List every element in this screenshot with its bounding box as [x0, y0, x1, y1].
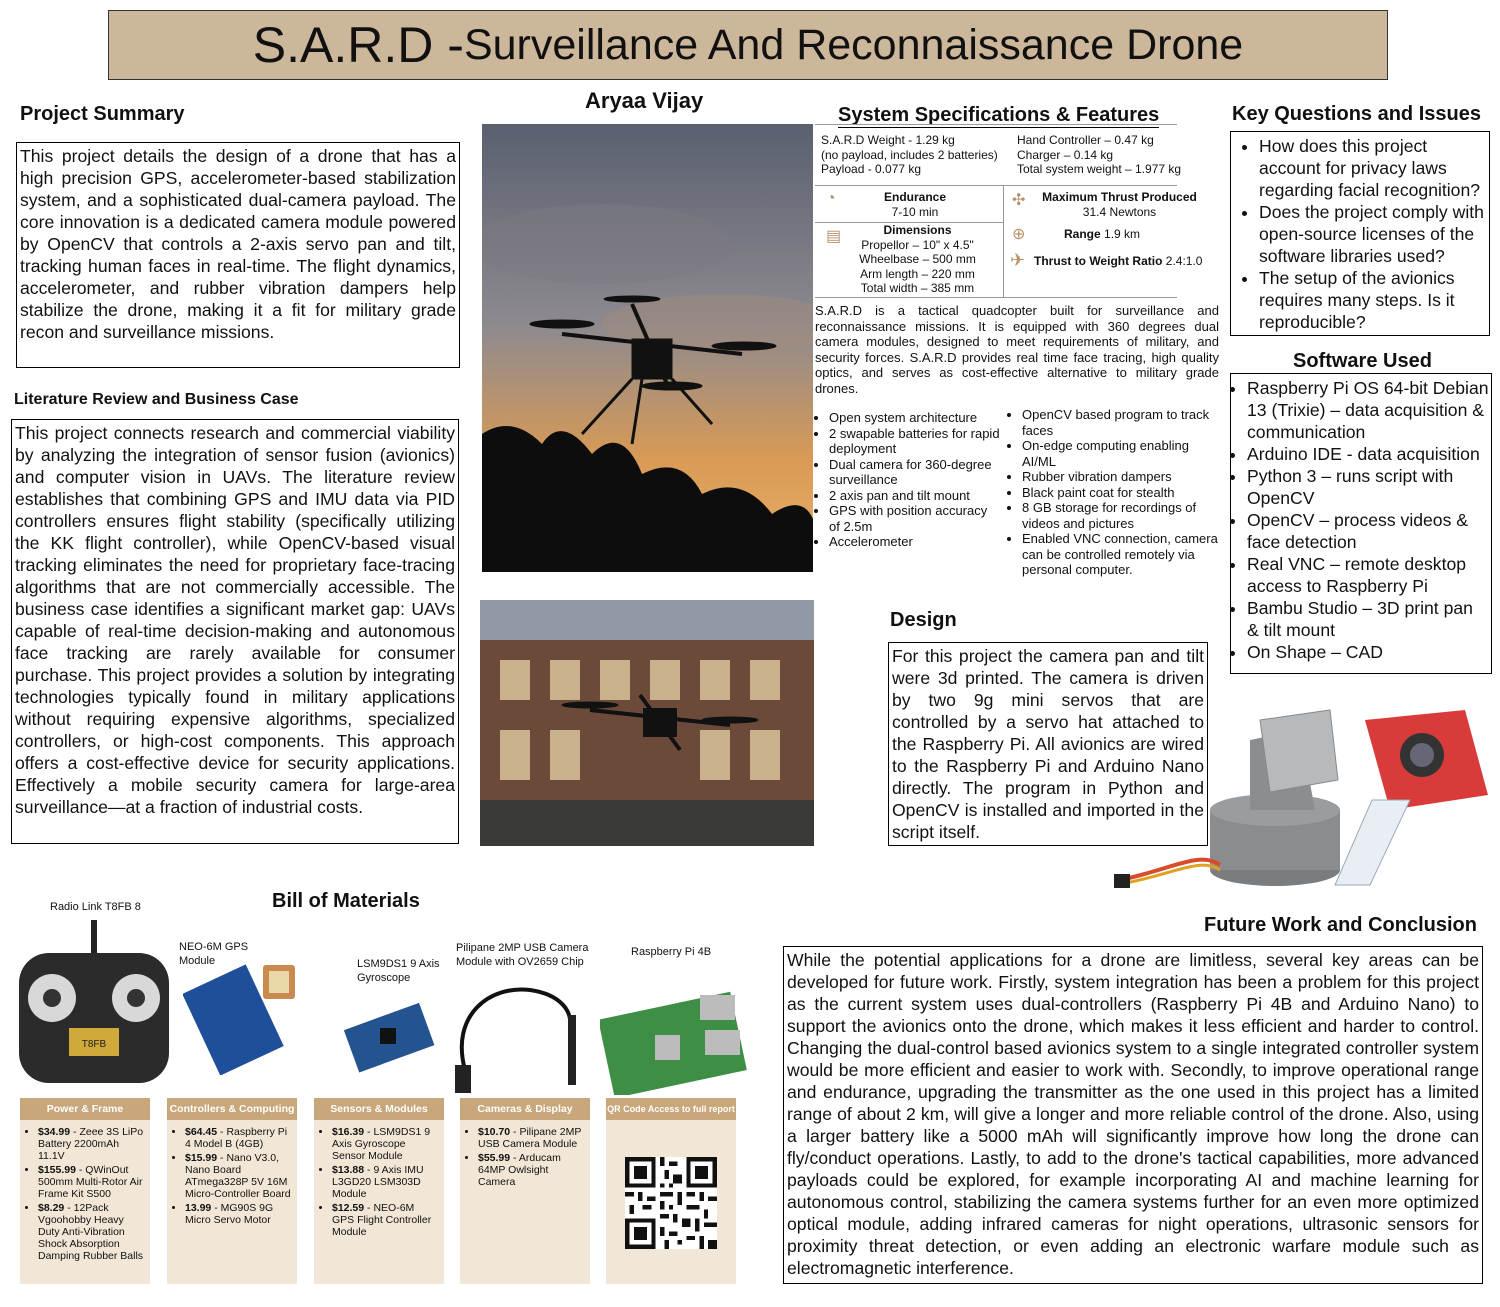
bom-desc: - Zeee 3S LiPo Battery 2200mAh 11.1V — [38, 1126, 144, 1162]
bom-price: $155.99 — [38, 1164, 76, 1176]
endurance-value: 7-10 min — [891, 204, 939, 219]
stopwatch-icon: ◔ — [826, 190, 836, 207]
bom-item — [332, 1202, 438, 1238]
bom-column-body — [606, 1120, 736, 1284]
software-item: • Python 3 – runs script with OpenCV — [1247, 465, 1489, 509]
feature-item: • Open system architecture — [829, 410, 1000, 426]
bom-column-header: Sensors & Modules — [314, 1098, 444, 1120]
bom-price: $15.99 — [185, 1152, 218, 1164]
pan-tilt-camera-image — [1110, 700, 1495, 895]
specs-divider — [815, 185, 1177, 186]
feature-item: • Black paint coat for stealth — [1022, 485, 1220, 501]
ruler-icon: ▤ — [826, 228, 842, 245]
bom-column-body — [314, 1120, 444, 1284]
raspberry-pi-image — [600, 975, 750, 1095]
features-left-list — [815, 410, 1000, 550]
specs-heading: System Specifications & Features — [838, 104, 1160, 126]
bom-item — [332, 1126, 438, 1162]
literature-text: This project connects research and commercial viability by analyzing the integration of sensor fusion (avionics) and computer vision in UAVs. The literature review establishes that combining GPS and IMU data via PID controllers ensures flight stability (specifically utilizing the KK flight controller), while OpenCV-based visual tracking eliminates the need for proprietary face-tracing algorithms that are not commercially accessible. The business case identifies a significant market gap: UAVs capable of real-time decision-making and autonomous face tracking are rarely available for consumer purchase. This project provides a solution by integrating technologies typically found in military applications without requiring expensive algorithms, specialized controllers, or high-cost components. This approach offers a cost-effective device for security applications. Effectively a mobile security camera for large-area surveillance—at a fraction of industrial costs. — [11, 419, 459, 844]
label-camera: Pilipane 2MP USB Camera Module with OV2659 Chip — [456, 942, 589, 968]
author-name: Aryaa Vijay — [585, 88, 704, 113]
question-item: • How does this project account for privacy laws regarding facial recognition? — [1259, 135, 1485, 201]
bom-desc: - QWinOut 500mm Multi-Rotor Air Frame Kit S500 — [38, 1164, 143, 1200]
dimensions-line: Propellor – 10" x 4.5" — [861, 237, 974, 252]
range-label: Range — [1064, 227, 1101, 241]
qr-code-icon[interactable] — [625, 1157, 717, 1249]
thrust-label: Maximum Thrust Produced — [1042, 190, 1197, 204]
label-gyro: LSM9DS1 9 Axis Gyroscope — [357, 958, 440, 984]
bom-desc: - Arducam 64MP Owlsight Camera — [478, 1152, 561, 1188]
bom-item — [478, 1152, 584, 1188]
dimensions-block — [850, 223, 985, 296]
bom-price: $13.88 — [332, 1164, 365, 1176]
bom-item — [38, 1202, 144, 1262]
bom-column-header[interactable]: QR Code Access to full report — [606, 1098, 736, 1120]
software-box — [1230, 373, 1492, 674]
bom-column-body — [460, 1120, 590, 1284]
software-item: • OpenCV – process videos & face detection — [1247, 509, 1489, 553]
specs-top-rule — [815, 124, 1177, 125]
bom-column-qr — [606, 1098, 736, 1284]
ttw-label: Thrust to Weight Ratio — [1034, 254, 1163, 268]
literature-heading: Literature Review and Business Case — [14, 391, 299, 408]
usb-camera-image — [450, 975, 590, 1095]
bom-desc: - NEO-6M GPS Flight Controller Module — [332, 1202, 432, 1238]
bom-item — [38, 1126, 144, 1162]
bom-item — [332, 1164, 438, 1200]
bom-column-header: Controllers & Computing — [167, 1098, 297, 1120]
endurance-block — [850, 190, 980, 219]
bom-desc: - MG90S 9G Micro Servo Motor — [185, 1202, 274, 1226]
ttw-value: 2.4:1.0 — [1165, 254, 1203, 268]
software-item: • Raspberry Pi OS 64-bit Debian 13 (Trixie) – data acquisition & communication — [1247, 377, 1489, 443]
bom-column-header: Power & Frame — [20, 1098, 150, 1120]
feature-item: • On-edge computing enabling AI/ML — [1022, 438, 1220, 469]
design-heading: Design — [890, 609, 957, 631]
question-item: • The setup of the avionics requires many steps. Is it reproducible? — [1259, 267, 1485, 333]
target-icon: ⊕ — [1012, 226, 1026, 243]
bom-price: $16.39 — [332, 1126, 365, 1138]
bom-desc: - 9 Axis IMU L3GD20 LSM303D Module — [332, 1164, 424, 1200]
bom-price: 13.99 — [185, 1202, 212, 1214]
dimensions-label: Dimensions — [883, 223, 952, 237]
drone-building-photo — [480, 600, 814, 846]
dimensions-line: Arm length – 220 mm — [860, 266, 975, 281]
weight-line: (no payload, includes 2 batteries) — [821, 147, 998, 162]
project-summary-text: This project details the design of a drone that has a high precision GPS, accelerometer-based stabilization system, and a sophisticated dual-camera payload. The core innovation is a dedicated camera module powered by OpenCV that controls a 2-axis servo pan and tilt, tracking human faces in real-time. The flight dynamics, accelerometer, and rubber vibration dampers help stabilize the drone, making it a fit for military grade recon and surveillance missions. — [16, 142, 460, 368]
bom-item — [185, 1126, 291, 1150]
dimensions-line: Wheelbase – 500 mm — [859, 252, 976, 266]
key-questions-box — [1230, 131, 1490, 336]
software-item: • Bambu Studio – 3D print pan & tilt mount — [1247, 597, 1489, 641]
jet-icon: ✈ — [1010, 250, 1026, 270]
bom-column-cameras — [460, 1098, 590, 1284]
bom-column-body — [20, 1120, 150, 1284]
weight-block-left — [821, 133, 1011, 177]
weight-line: Charger – 0.14 kg — [1017, 147, 1114, 162]
software-heading: Software Used — [1293, 350, 1432, 372]
title-full: Surveillance And Reconnaissance Drone — [463, 20, 1244, 69]
thrust-block — [1032, 190, 1207, 219]
bom-item — [185, 1152, 291, 1200]
specs-bottom-rule — [815, 297, 1177, 298]
software-item: • On Shape – CAD — [1247, 641, 1489, 663]
bom-price: $12.59 — [332, 1202, 365, 1214]
bom-desc: - Raspberry Pi 4 Model B (4GB) — [185, 1126, 288, 1150]
features-right-list — [1008, 407, 1220, 578]
specs-description: S.A.R.D is a tactical quadcopter built for surveillance and reconnaissance missions. It is equipped with 360 degrees dual camera modules, designed to meet requirements of military, and security forces. S.A.R.D provides real time face tracing, high quality optics, and serves as cost-effective alternative to military grade drones. — [815, 303, 1219, 396]
software-item: • Real VNC – remote desktop access to Raspberry Pi — [1247, 553, 1489, 597]
software-item: • Arduino IDE - data acquisition — [1247, 443, 1489, 465]
specs-vdivider — [1003, 185, 1004, 297]
bom-desc: - 12Pack Vgoohobby Heavy Duty Anti-Vibration Shock Absorption Damping Rubber Balls — [38, 1202, 144, 1262]
future-heading: Future Work and Conclusion — [1204, 914, 1477, 936]
feature-item: • 2 axis pan and tilt mount — [829, 488, 1000, 504]
feature-item: • Rubber vibration dampers — [1022, 469, 1220, 485]
feature-item: • Enabled VNC connection, camera can be controlled remotely via personal computer. — [1022, 531, 1220, 578]
range-value: 1.9 km — [1104, 227, 1141, 241]
weight-block-right — [1017, 133, 1187, 177]
bom-desc: - LSM9DS1 9 Axis Gyroscope Sensor Module — [332, 1126, 431, 1162]
feature-item: • OpenCV based program to track faces — [1022, 407, 1220, 438]
label-radio: Radio Link T8FB 8 — [50, 901, 141, 913]
bom-column-header: Cameras & Display — [460, 1098, 590, 1120]
radio-transmitter-image — [14, 918, 174, 1088]
dimensions-line: Total width – 385 mm — [860, 281, 975, 295]
feature-item: • Accelerometer — [829, 534, 1000, 550]
label-gps: NEO-6M GPS Module — [179, 941, 249, 967]
bom-item — [185, 1202, 291, 1226]
project-summary-heading: Project Summary — [20, 103, 185, 125]
bom-price: $8.29 — [38, 1202, 65, 1214]
drone-icon: ✣ — [1012, 192, 1026, 209]
radio-screen-text: T8FB — [81, 1039, 107, 1050]
key-questions-heading: Key Questions and Issues — [1232, 103, 1481, 125]
weight-line: Total system weight – 1.977 kg — [1017, 162, 1182, 176]
bom-item — [38, 1164, 144, 1200]
weight-line: S.A.R.D Weight - 1.29 kg — [821, 133, 955, 147]
thrust-value: 31.4 Newtons — [1082, 204, 1157, 219]
title-acronym: S.A.R.D - — [252, 17, 464, 73]
drone-sunset-photo — [482, 124, 813, 572]
feature-item: • GPS with position accuracy of 2.5m — [829, 503, 1000, 534]
endurance-label: Endurance — [883, 190, 946, 204]
gyroscope-image — [340, 1000, 440, 1080]
bom-price: $34.99 — [38, 1126, 71, 1138]
weight-line: Hand Controller – 0.47 kg — [1017, 133, 1154, 147]
feature-item: • 8 GB storage for recordings of videos and pictures — [1022, 500, 1220, 531]
bom-desc: - Pilipane 2MP USB Camera Module — [478, 1126, 582, 1150]
bom-column-power — [20, 1098, 150, 1284]
bom-price: $55.99 — [478, 1152, 511, 1164]
question-item: • Does the project comply with open-source licenses of the software libraries used? — [1259, 201, 1485, 267]
bom-heading: Bill of Materials — [272, 890, 420, 912]
gps-module-image — [183, 945, 298, 1075]
bom-item — [478, 1126, 584, 1150]
ttw-block — [1034, 254, 1202, 269]
bom-column-sensors — [314, 1098, 444, 1284]
bom-desc: - Nano V3.0, Nano Board ATmega328P 5V 16M Micro-Controller Board — [185, 1152, 291, 1200]
bom-price: $64.45 — [185, 1126, 218, 1138]
feature-item: • 2 swapable batteries for rapid deployment — [829, 426, 1000, 457]
design-text: For this project the camera pan and tilt were 3d printed. The camera is driven by two 9g mini servos that are controlled by a servo hat attached to the Raspberry Pi. All avionics are wired to the Raspberry Pi and Arduino Nano directly. The program in Python and OpenCV is installed and imported in the script itself. — [888, 642, 1208, 846]
bom-price: $10.70 — [478, 1126, 511, 1138]
feature-item: • Dual camera for 360-degree surveillance — [829, 457, 1000, 488]
bom-column-body — [167, 1120, 297, 1284]
weight-line: Payload - 0.077 kg — [821, 162, 922, 176]
range-block — [1064, 227, 1140, 242]
title-banner — [108, 10, 1388, 80]
future-text: While the potential applications for a drone are limitless, several key areas can be developed for future work. Firstly, system integration has been a problem for this project as the current system uses dual-controllers (Raspberry Pi 4B and Arduino Nano) to support the avionics onto the drone, which makes it less efficient and harder to control. Changing the dual-control based avionics system to a single integrated controller system would be more efficient and easier to work with. Secondly, to improve operational range and endurance, upgrading the transmitter as the one used in this project has a limited range of about 2 km, will give a longer and more reliable control of the drone. Also, using a larger battery like a 5000 mAh will significantly improve how long the drone can fly/conduct operations. Lastly, to add to the drone's tactical capabilities, more advanced payloads could be explored, for example incorporating AI and machine learning for autonomous control, stabilizing the camera systems further for an even more optimized optical module, adding infrared cameras for night operations, ultrasonic sensors for proximity threat detection, or even adding an electronic warfare module such as electromagnetic interference. — [783, 946, 1483, 1284]
bom-column-controllers — [167, 1098, 297, 1284]
label-pi: Raspberry Pi 4B — [631, 946, 712, 958]
